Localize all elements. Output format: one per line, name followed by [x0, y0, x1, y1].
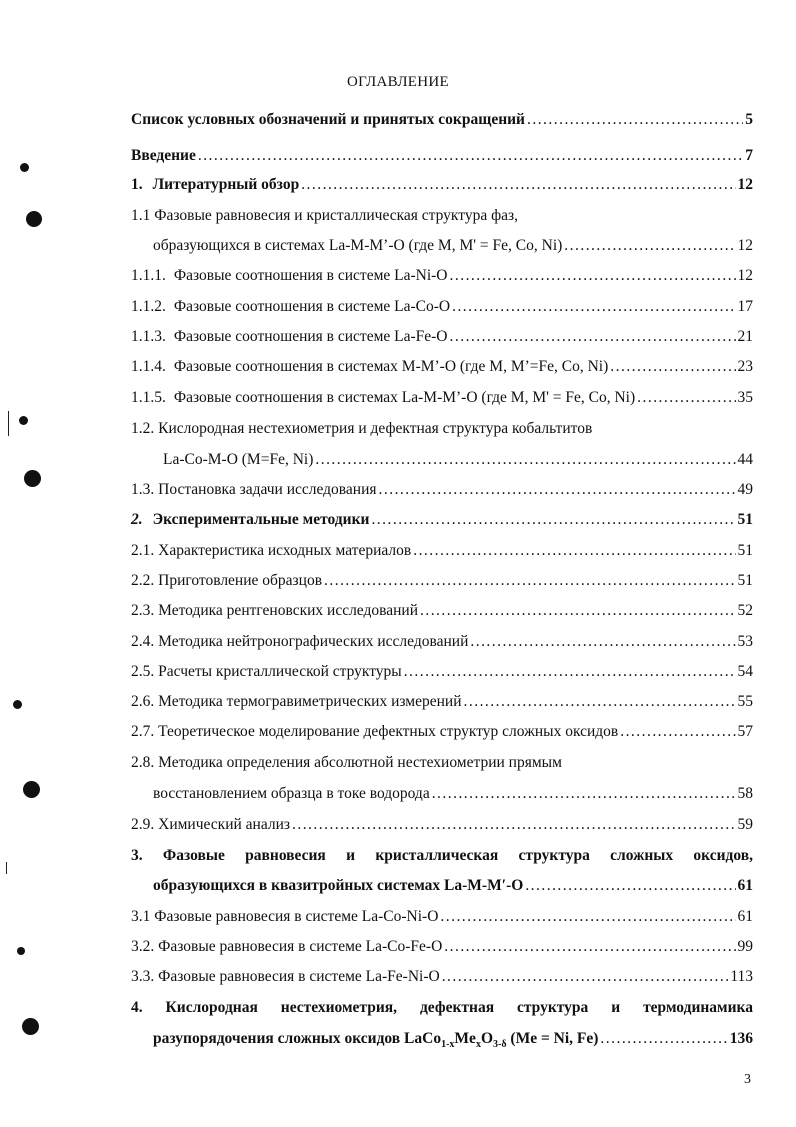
entry-label: Экспериментальные методики [152, 511, 370, 528]
dot-leader [444, 937, 735, 957]
entry-label: Фазовые соотношения в системе La-Co-O [173, 298, 451, 315]
dot-leader [198, 146, 743, 166]
scan-speck-mark [17, 947, 25, 955]
entry-label: 2.5. Расчеты кристаллической структуры [131, 663, 402, 680]
toc-entry [131, 297, 753, 317]
toc-entry [131, 722, 753, 742]
entry-page: 44 [737, 451, 753, 468]
toc-entry [131, 480, 753, 500]
entry-first-line: 3. Фазовые равновесия и кристаллическая структура сложных оксидов, [131, 847, 753, 864]
entry-label: 2.6. Методика термогравиметрических измерений [131, 693, 462, 710]
toc-entry [131, 510, 753, 530]
binder-hole-mark [22, 1018, 39, 1035]
entry-page: 17 [737, 298, 753, 315]
entry-label: Фазовые соотношения в системе La-Fe-O [173, 328, 448, 345]
dot-leader [620, 722, 735, 742]
dot-leader [464, 692, 736, 712]
entry-page: 51 [737, 572, 753, 589]
dot-leader [452, 297, 735, 317]
entry-page: 52 [737, 602, 753, 619]
toc-entry [131, 632, 753, 652]
dot-leader [432, 784, 736, 804]
entry-number: 1. [131, 176, 143, 193]
entry-page: 51 [737, 542, 753, 559]
entry-label: Фазовые соотношения в системе La-Ni-O [173, 267, 448, 284]
entry-label: образующихся в квазитройных системах La-M-M′-O [153, 877, 524, 894]
dot-leader [379, 480, 736, 500]
toc-entry [131, 146, 753, 166]
dot-leader [450, 327, 736, 347]
entry-page: 7 [745, 147, 753, 164]
entry-page: 49 [737, 481, 753, 498]
toc-entry [131, 692, 753, 712]
entry-label: 2.9. Химический анализ [131, 816, 290, 833]
entry-label: разупорядочения сложных оксидов $LaCo_{1-x}Me_xO_{3-\delta}$ (Me = Ni, Fe) [153, 1030, 599, 1051]
entry-label: 2.7. Теоретическое моделирование дефектных структур сложных оксидов [131, 723, 619, 740]
dot-leader [450, 266, 736, 286]
entry-label: Список условных обозначений и принятых сокращений [131, 111, 525, 128]
entry-label: 3.2. Фазовые равновесия в системе La-Co-Fe-O [131, 938, 443, 955]
toc-entry [131, 388, 753, 408]
entry-number: 1.1.4. [131, 358, 166, 375]
entry-page: 58 [737, 785, 753, 802]
dot-leader [413, 541, 735, 561]
dot-leader [564, 236, 735, 256]
entry-label: Фазовые соотношения в системах La-M-M’-O (где M, M' = Fe, Co, Ni) [173, 389, 636, 406]
toc-entry [131, 110, 753, 130]
toc-title: ОГЛАВЛЕНИЕ [347, 74, 449, 90]
toc-entry [131, 571, 753, 591]
entry-page: 51 [737, 511, 753, 528]
entry-page: 99 [737, 938, 753, 955]
toc-entry [131, 357, 753, 377]
scan-speck-mark [19, 416, 28, 425]
entry-page: 53 [737, 633, 753, 650]
scan-line-mark [8, 411, 9, 436]
entry-label: 1.3. Постановка задачи исследования [131, 481, 377, 498]
entry-page: 59 [737, 816, 753, 833]
dot-leader [292, 815, 736, 835]
entry-page: 12 [737, 176, 753, 193]
entry-first-line: 4. Кислородная нестехиометрия, дефектная структура и термодинамика [131, 999, 753, 1016]
toc-entry [153, 1029, 753, 1055]
toc-entry [131, 327, 753, 347]
toc-entry [131, 937, 753, 957]
entry-label: 2.1. Характеристика исходных материалов [131, 542, 412, 559]
toc-entry [131, 541, 753, 561]
entry-number: 1.1.5. [131, 389, 166, 406]
entry-page: 21 [737, 328, 753, 345]
scan-speck-mark [20, 163, 29, 172]
dot-leader [315, 450, 735, 470]
entry-first-line: 1.2. Кислородная нестехиометрия и дефектная структура кобальтитов [131, 420, 593, 437]
entry-label: 3.1 Фазовые равновесия в системе La-Co-Ni-O [131, 908, 439, 925]
toc-entry [153, 876, 753, 896]
entry-label: La-Co-M-O (M=Fe, Ni) [163, 451, 314, 468]
entry-label: 2.4. Методика нейтронографических исследований [131, 633, 469, 650]
entry-page: 61 [737, 908, 753, 925]
dot-leader [404, 662, 736, 682]
dot-leader [324, 571, 735, 591]
entry-page: 23 [737, 358, 753, 375]
binder-hole-mark [26, 211, 42, 227]
entry-number: 1.1.1. [131, 267, 166, 284]
dot-leader [525, 876, 735, 896]
toc-entry [131, 601, 753, 621]
entry-page: 54 [737, 663, 753, 680]
entry-label: восстановлением образца в токе водорода [153, 785, 430, 802]
entry-page: 55 [737, 693, 753, 710]
dot-leader [470, 632, 735, 652]
entry-first-line: 2.8. Методика определения абсолютной нестехиометрии прямым [131, 754, 562, 771]
toc-entry [153, 784, 753, 804]
entry-number: 1.1.3. [131, 328, 166, 345]
entry-number: 2. [131, 511, 143, 528]
dot-leader [527, 110, 743, 130]
dot-leader [440, 907, 735, 927]
entry-page: 61 [737, 877, 753, 894]
dot-leader [420, 601, 736, 621]
toc-entry [131, 815, 753, 835]
entry-label: Фазовые соотношения в системах M-M’-O (где M, M’=Fe, Co, Ni) [173, 358, 609, 375]
toc-entry [131, 266, 753, 286]
binder-hole-mark [23, 781, 40, 798]
entry-page: 57 [737, 723, 753, 740]
entry-number: 1.1.2. [131, 298, 166, 315]
entry-label: Литературный обзор [152, 176, 300, 193]
dot-leader [442, 967, 729, 987]
toc-entry [131, 175, 753, 195]
dot-leader [610, 357, 735, 377]
dot-leader [371, 510, 735, 530]
entry-first-line: 1.1 Фазовые равновесия и кристаллическая структура фаз, [131, 207, 519, 224]
entry-page: 12 [737, 267, 753, 284]
dot-leader [637, 388, 735, 408]
entry-label: Введение [131, 147, 196, 164]
entry-label: 2.3. Методика рентгеновских исследований [131, 602, 418, 619]
entry-page: 5 [745, 111, 753, 128]
entry-page: 113 [730, 968, 753, 985]
binder-hole-mark [24, 470, 41, 487]
entry-page: 12 [737, 237, 753, 254]
toc-entry [131, 967, 753, 987]
scan-speck-mark [13, 700, 22, 709]
toc-entry [153, 236, 753, 256]
entry-label: 3.3. Фазовые равновесия в системе La-Fe-Ni-O [131, 968, 440, 985]
dot-leader [301, 175, 735, 195]
dot-leader [600, 1029, 727, 1049]
entry-page: 136 [729, 1030, 753, 1047]
entry-page: 35 [737, 389, 753, 406]
entry-label: 2.2. Приготовление образцов [131, 572, 323, 589]
toc-entry [131, 907, 753, 927]
toc-entry [163, 450, 753, 470]
scan-line-mark [6, 862, 7, 874]
toc-entry [131, 662, 753, 682]
page-number: 3 [744, 1072, 751, 1087]
entry-label: образующихся в системах La-M-M’-O (где M, M' = Fe, Co, Ni) [153, 237, 563, 254]
